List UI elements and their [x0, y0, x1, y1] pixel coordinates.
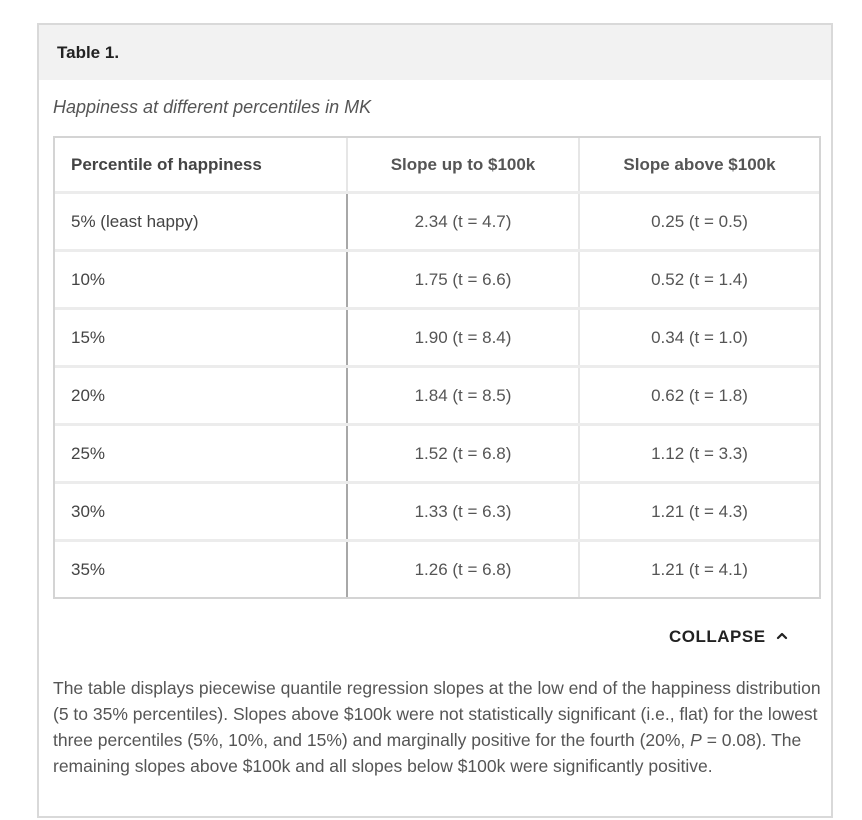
- description-p-label: P: [690, 730, 702, 750]
- table-row: [55, 309, 819, 367]
- cell-percentile: 15%: [55, 309, 347, 367]
- cell-percentile: 35%: [55, 541, 347, 598]
- table-row: [55, 367, 819, 425]
- cell-percentile: 10%: [55, 251, 347, 309]
- table-row: [55, 541, 819, 598]
- header-slope-above-100k: Slope above $100k: [579, 138, 819, 193]
- table-description: [53, 675, 828, 779]
- cell-percentile: 20%: [55, 367, 347, 425]
- cell-slope-above: 1.21 (t = 4.3): [579, 483, 819, 541]
- cell-slope-up: 1.75 (t = 6.6): [347, 251, 579, 309]
- table-title: Table 1.: [57, 43, 120, 62]
- header-percentile: Percentile of happiness: [55, 138, 347, 193]
- panel-header: [39, 25, 831, 80]
- cell-slope-above: 1.21 (t = 4.1): [651, 559, 748, 579]
- header-slope-up-to-100k: Slope up to $100k: [347, 138, 579, 193]
- data-table-wrapper: [53, 136, 821, 599]
- cell-percentile: 25%: [55, 425, 347, 483]
- cell-slope-above: 0.25 (t = 0.5): [579, 193, 819, 251]
- cell-percentile: 5% (least happy): [55, 193, 347, 251]
- cell-slope-above: 0.52 (t = 1.4): [579, 251, 819, 309]
- table-row: [55, 251, 819, 309]
- table-header-row: [55, 138, 819, 193]
- description-text-before: The table displays piecewise quantile regression slopes at the low end of the happiness distribution (5 to 35% percentiles). Slopes above $100k were not statistically significant (i.e., flat) for the lowest three percentiles (5%, 10%, and 15%) and marginally positive for the fourth (20%,: [53, 678, 821, 750]
- cell-slope-up: 1.33 (t = 6.3): [347, 483, 579, 541]
- cell-slope-above: 1.12 (t = 3.3): [579, 425, 819, 483]
- table-caption: Happiness at different percentiles in MK: [53, 97, 372, 117]
- table-row: [55, 425, 819, 483]
- cell-percentile: 30%: [55, 483, 347, 541]
- collapse-label: COLLAPSE: [669, 627, 766, 646]
- table-row: [55, 483, 819, 541]
- description-text-after: = 0.08). The remaining slopes above $100k and all slopes below $100k were significantly positive.: [53, 730, 802, 776]
- chevron-up-icon: [776, 628, 788, 644]
- cell-slope-up: 2.34 (t = 4.7): [347, 193, 579, 251]
- collapse-button[interactable]: [669, 627, 788, 647]
- cell-slope-up: 1.26 (t = 6.8): [347, 541, 579, 598]
- cell-slope-above: 0.34 (t = 1.0): [579, 309, 819, 367]
- cell-slope-up: 1.84 (t = 8.5): [347, 367, 579, 425]
- cell-slope-up: 1.90 (t = 8.4): [347, 309, 579, 367]
- data-table: [55, 138, 819, 597]
- table-row: [55, 193, 819, 251]
- cell-slope-up: 1.52 (t = 6.8): [347, 425, 579, 483]
- table-panel: [37, 23, 833, 818]
- cell-slope-above: 0.62 (t = 1.8): [579, 367, 819, 425]
